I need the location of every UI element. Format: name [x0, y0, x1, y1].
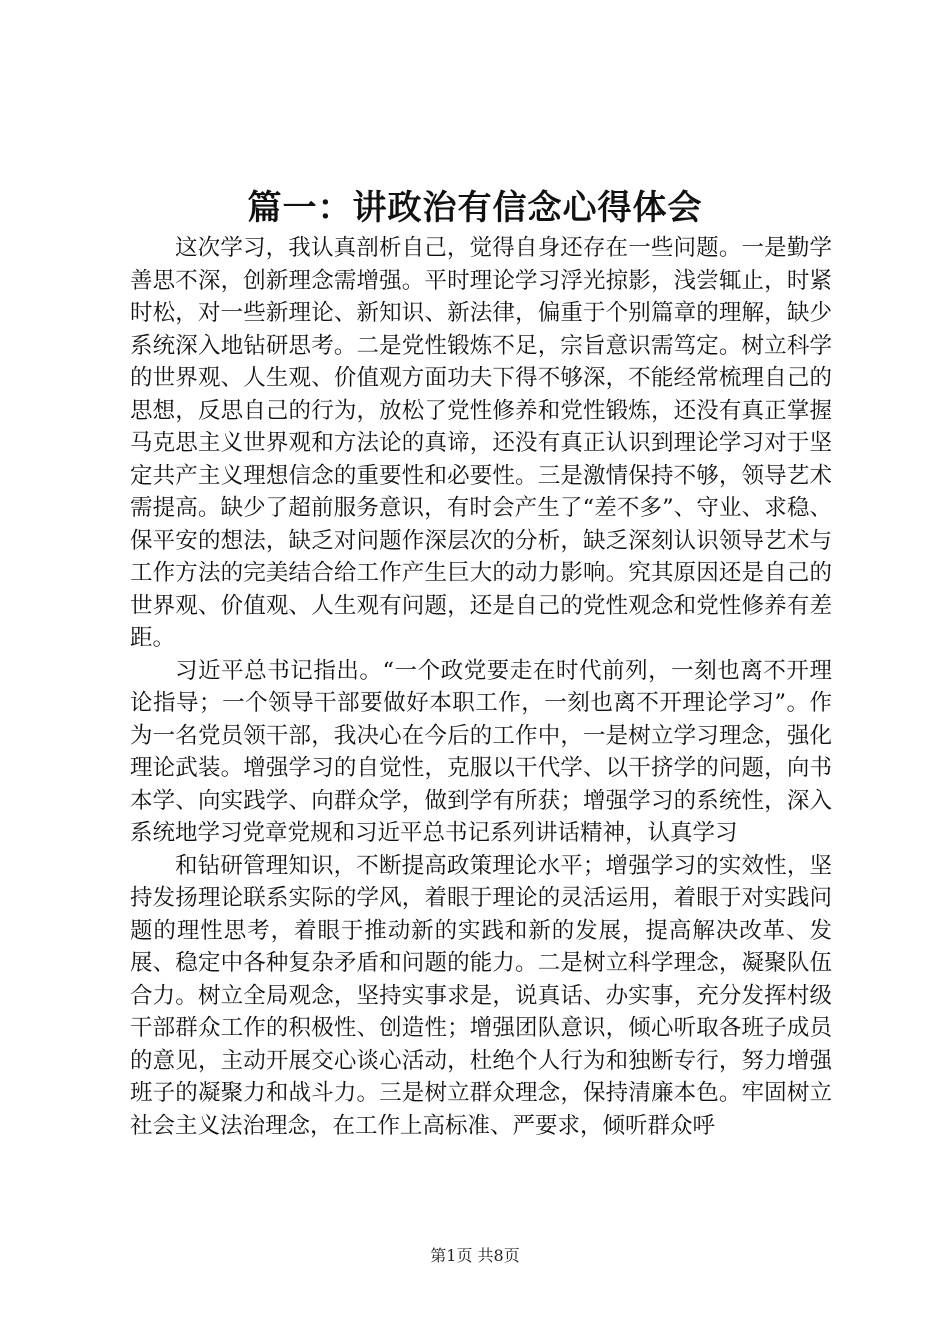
paragraph-2: 习近平总书记指出。“一个政党要走在时代前列，一刻也离不开理论指导；一个领导干部要做好本职工作，一刻也离不开理论学习”。作为一名党员领干部，我决心在今后的工作中，一是树立学习理念，强化理论武装。增强学习的自觉性，克服以干代学、以干挤学的问题，向书本学、向实践学、向群众学，做到学有所获；增强学习的系统性，深入系统地学习党章党规和习近平总书记系列讲话精神，认真学习 — [130, 657, 832, 846]
paragraph-1: 这次学习，我认真剖析自己，觉得自身还存在一些问题。一是勤学善思不深，创新理念需增强。平时理论学习浮光掠影，浅尝辄止，时紧时松，对一些新理论、新知识、新法律，偏重于个别篇章的理解，缺少系统深入地钻研思考。二是党性锻炼不足，宗旨意识需笃定。树立科学的世界观、人生观、价值观方面功夫下得不够深，不能经常梳理自己的思想，反思自己的行为，放松了党性修养和党性锻炼，还没有真正掌握马克思主义世界观和方法论的真谛，还没有真正认识到理论学习对于坚定共产主义理想信念的重要性和必要性。三是激情保持不够，领导艺术需提高。缺少了超前服务意识，有时会产生了“差不多”、守业、求稳、保平安的想法，缺乏对问题作深层次的分析，缺乏深刻认识领导艺术与工作方法的完美结合给工作产生巨大的动力影响。究其原因还是自己的世界观、价值观、人生观有问题，还是自己的党性观念和党性修养有差距。 — [130, 235, 832, 651]
paragraph-3: 和钻研管理知识，不断提高政策理论水平；增强学习的实效性，坚持发扬理论联系实际的学风，着眼于理论的灵活运用，着眼于对实践问题的理性思考，着眼于推动新的实践和新的发展，提高解决改革、发展、稳定中各种复杂矛盾和问题的能力。二是树立科学理念，凝聚队伍合力。树立全局观念，坚持实事求是，说真话、办实事，充分发挥村级干部群众工作的积极性、创造性；增强团队意识，倾心听取各班子成员的意见，主动开展交心谈心活动，杜绝个人行为和独断专行，努力增强班子的凝聚力和战斗力。三是树立群众理念，保持清廉本色。牢固树立社会主义法治理念，在工作上高标准、严要求，倾听群众呼 — [130, 852, 832, 1139]
page-number-footer: 第1页 共8页 — [430, 1246, 520, 1265]
document-body — [130, 232, 832, 1142]
document-title: 篇一：讲政治有信念心得体会 — [247, 188, 703, 228]
